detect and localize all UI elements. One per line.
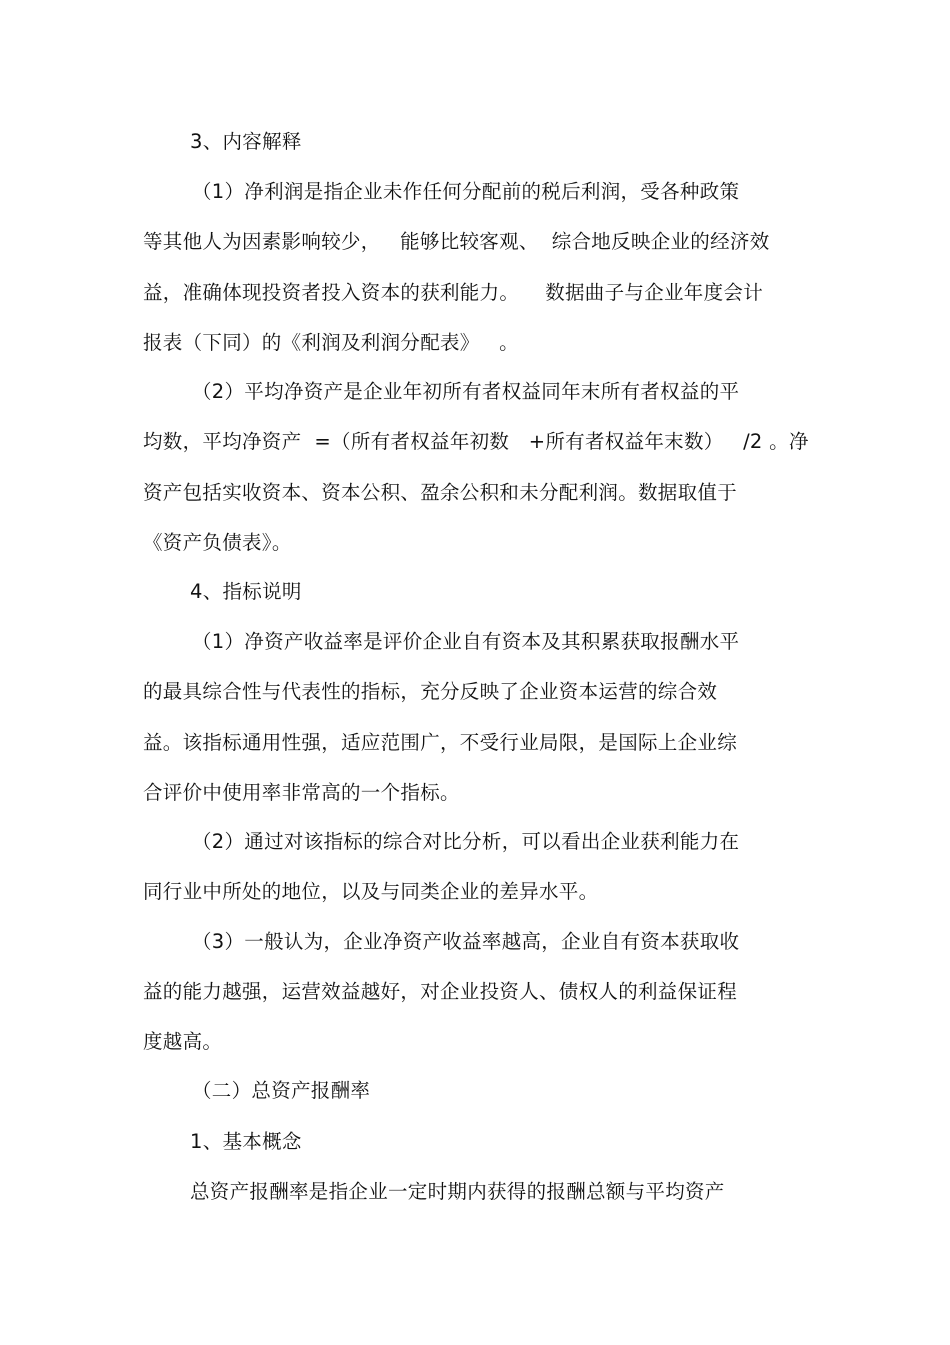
paragraph-line: （1）净资产收益率是评价企业自有资本及其积累获取报酬水平 [192, 630, 740, 653]
heading-content-explanation: 3、内容解释 [190, 130, 302, 153]
paragraph-line: 合评价中使用率非常高的一个指标。 [143, 781, 460, 804]
paragraph-line: 益，准确体现投资者投入资本的获利能力。 数据曲子与企业年度会计 [143, 281, 763, 304]
paragraph-line: （2）平均净资产是企业年初所有者权益同年末所有者权益的平 [192, 380, 740, 403]
paragraph-line: 报表（下同）的《利润及利润分配表》 。 [143, 331, 519, 354]
paragraph-line: 资产包括实收资本、资本公积、盈余公积和未分配利润。数据取值于 [143, 481, 738, 504]
paragraph-line: 等其他人为因素影响较少， 能够比较客观、 综合地反映企业的经济效 [143, 230, 770, 253]
paragraph-line: 益。该指标通用性强，适应范围广，不受行业局限，是国际上企业综 [143, 731, 738, 754]
paragraph-line: （2）通过对该指标的综合对比分析，可以看出企业获利能力在 [192, 830, 740, 853]
paragraph-line: 同行业中所处的地位，以及与同类企业的差异水平。 [143, 880, 599, 903]
paragraph-line: 均数，平均净资产 =（所有者权益年初数 +所有者权益年末数） /2 。净 [143, 430, 809, 453]
paragraph-line: 的最具综合性与代表性的指标，充分反映了企业资本运营的综合效 [143, 680, 718, 703]
paragraph-line: （3）一般认为，企业净资产收益率越高，企业自有资本获取收 [192, 930, 740, 953]
heading-indicator-notes: 4、指标说明 [190, 580, 302, 603]
paragraph-line: 度越高。 [143, 1030, 223, 1053]
paragraph-line: 总资产报酬率是指企业一定时期内获得的报酬总额与平均资产 [190, 1180, 725, 1203]
paragraph-line: 益的能力越强，运营效益越好，对企业投资人、债权人的利益保证程 [143, 980, 738, 1003]
heading-total-asset-return: （二）总资产报酬率 [192, 1079, 371, 1102]
paragraph-line: 《资产负债表》。 [143, 531, 292, 554]
heading-basic-concept: 1、基本概念 [190, 1130, 302, 1153]
paragraph-line: （1）净利润是指企业未作任何分配前的税后利润，受各种政策 [192, 180, 740, 203]
